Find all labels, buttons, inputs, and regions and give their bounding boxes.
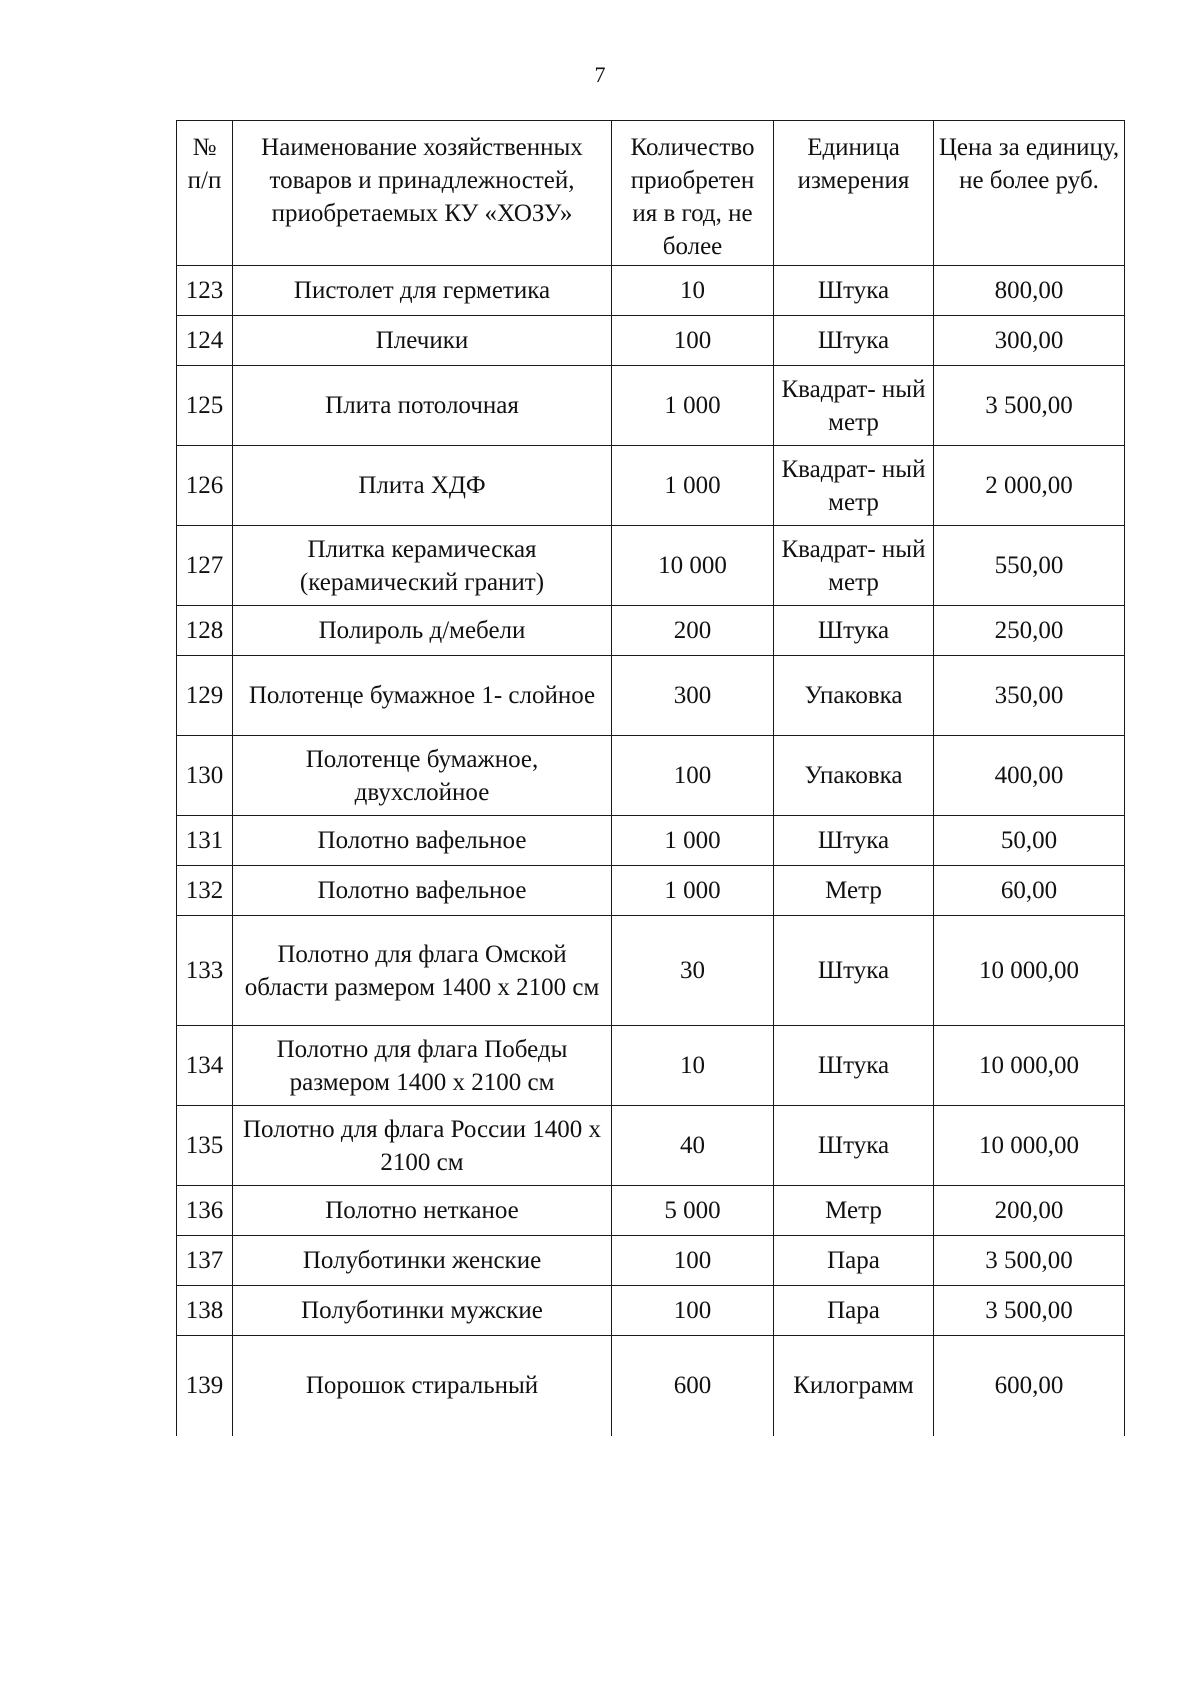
cell-name: Полотенце бумажное 1- слойное [233,656,612,736]
cell-name: Полотно для флага России 1400 х 2100 см [233,1106,612,1186]
cell-num: 138 [177,1286,233,1336]
cell-price: 3 500,00 [934,1286,1125,1336]
cell-name: Пистолет для герметика [233,266,612,316]
cell-price: 800,00 [934,266,1125,316]
table-row [177,916,1125,1026]
cell-num: 132 [177,866,233,916]
table-row [177,366,1125,446]
cell-qty: 200 [612,606,774,656]
cell-unit: Метр [774,866,934,916]
cell-qty: 300 [612,656,774,736]
header-qty: Количество приобретен ия в год, не более [612,121,774,266]
cell-unit: Пара [774,1286,934,1336]
table-row [177,1026,1125,1106]
cell-qty: 40 [612,1106,774,1186]
cell-num: 127 [177,526,233,606]
table-row [177,1106,1125,1186]
cell-price: 200,00 [934,1186,1125,1236]
cell-name: Полотно нетканое [233,1186,612,1236]
cell-unit: Штука [774,1026,934,1106]
cell-num: 139 [177,1336,233,1436]
header-name: Наименование хозяйственных товаров и принадлежностей, приобретаемых КУ «ХОЗУ» [233,121,612,266]
cell-unit: Метр [774,1186,934,1236]
cell-price: 350,00 [934,656,1125,736]
cell-qty: 100 [612,1286,774,1336]
goods-table-wrapper [176,120,1124,1436]
table-row [177,1236,1125,1286]
cell-name: Полуботинки мужские [233,1286,612,1336]
cell-unit: Упаковка [774,736,934,816]
cell-price: 550,00 [934,526,1125,606]
header-price: Цена за единицу, не более руб. [934,121,1125,266]
cell-price: 10 000,00 [934,916,1125,1026]
cell-name: Полотно для флага Омской области размером 1400 х 2100 см [233,916,612,1026]
cell-unit: Квадрат- ный метр [774,526,934,606]
cell-qty: 1 000 [612,816,774,866]
table-row [177,1186,1125,1236]
cell-name: Полироль д/мебели [233,606,612,656]
cell-name: Полуботинки женские [233,1236,612,1286]
cell-unit: Штука [774,916,934,1026]
cell-qty: 1 000 [612,366,774,446]
cell-unit: Штука [774,266,934,316]
cell-unit: Штука [774,316,934,366]
cell-num: 135 [177,1106,233,1186]
cell-unit: Пара [774,1236,934,1286]
cell-price: 600,00 [934,1336,1125,1436]
cell-unit: Штука [774,606,934,656]
cell-num: 129 [177,656,233,736]
cell-price: 300,00 [934,316,1125,366]
cell-price: 250,00 [934,606,1125,656]
cell-qty: 100 [612,736,774,816]
header-unit: Единица измерения [774,121,934,266]
cell-num: 131 [177,816,233,866]
cell-num: 137 [177,1236,233,1286]
table-header-row [177,121,1125,266]
cell-name: Полотно вафельное [233,816,612,866]
cell-qty: 5 000 [612,1186,774,1236]
cell-name: Порошок стиральный [233,1336,612,1436]
cell-num: 136 [177,1186,233,1236]
cell-price: 10 000,00 [934,1026,1125,1106]
cell-unit: Килограмм [774,1336,934,1436]
goods-table [176,120,1125,1436]
cell-qty: 1 000 [612,446,774,526]
cell-num: 126 [177,446,233,526]
page-number: 7 [594,62,606,87]
cell-unit: Квадрат- ный метр [774,446,934,526]
table-row [177,606,1125,656]
cell-price: 3 500,00 [934,1236,1125,1286]
table-body [177,266,1125,1436]
cell-num: 130 [177,736,233,816]
cell-name: Плита ХДФ [233,446,612,526]
cell-name: Плита потолочная [233,366,612,446]
cell-num: 134 [177,1026,233,1106]
table-row [177,316,1125,366]
cell-price: 3 500,00 [934,366,1125,446]
cell-name: Полотно для флага Победы размером 1400 х 2100 см [233,1026,612,1106]
cell-name: Полотенце бумажное, двухслойное [233,736,612,816]
cell-price: 50,00 [934,816,1125,866]
cell-price: 60,00 [934,866,1125,916]
cell-qty: 600 [612,1336,774,1436]
cell-qty: 100 [612,316,774,366]
table-row [177,1336,1125,1436]
header-num: № п/п [177,121,233,266]
cell-unit: Упаковка [774,656,934,736]
cell-qty: 30 [612,916,774,1026]
cell-qty: 10 [612,266,774,316]
cell-num: 125 [177,366,233,446]
table-row [177,526,1125,606]
cell-num: 124 [177,316,233,366]
table-row [177,736,1125,816]
table-row [177,816,1125,866]
cell-name: Полотно вафельное [233,866,612,916]
cell-num: 123 [177,266,233,316]
cell-unit: Квадрат- ный метр [774,366,934,446]
cell-qty: 10 [612,1026,774,1106]
cell-price: 400,00 [934,736,1125,816]
cell-qty: 1 000 [612,866,774,916]
cell-name: Плитка керамическая (керамический гранит) [233,526,612,606]
table-row [177,866,1125,916]
table-row [177,656,1125,736]
cell-name: Плечики [233,316,612,366]
cell-price: 10 000,00 [934,1106,1125,1186]
cell-qty: 10 000 [612,526,774,606]
cell-num: 128 [177,606,233,656]
cell-price: 2 000,00 [934,446,1125,526]
table-row [177,266,1125,316]
cell-unit: Штука [774,816,934,866]
cell-qty: 100 [612,1236,774,1286]
table-row [177,446,1125,526]
cell-unit: Штука [774,1106,934,1186]
table-row [177,1286,1125,1336]
cell-num: 133 [177,916,233,1026]
